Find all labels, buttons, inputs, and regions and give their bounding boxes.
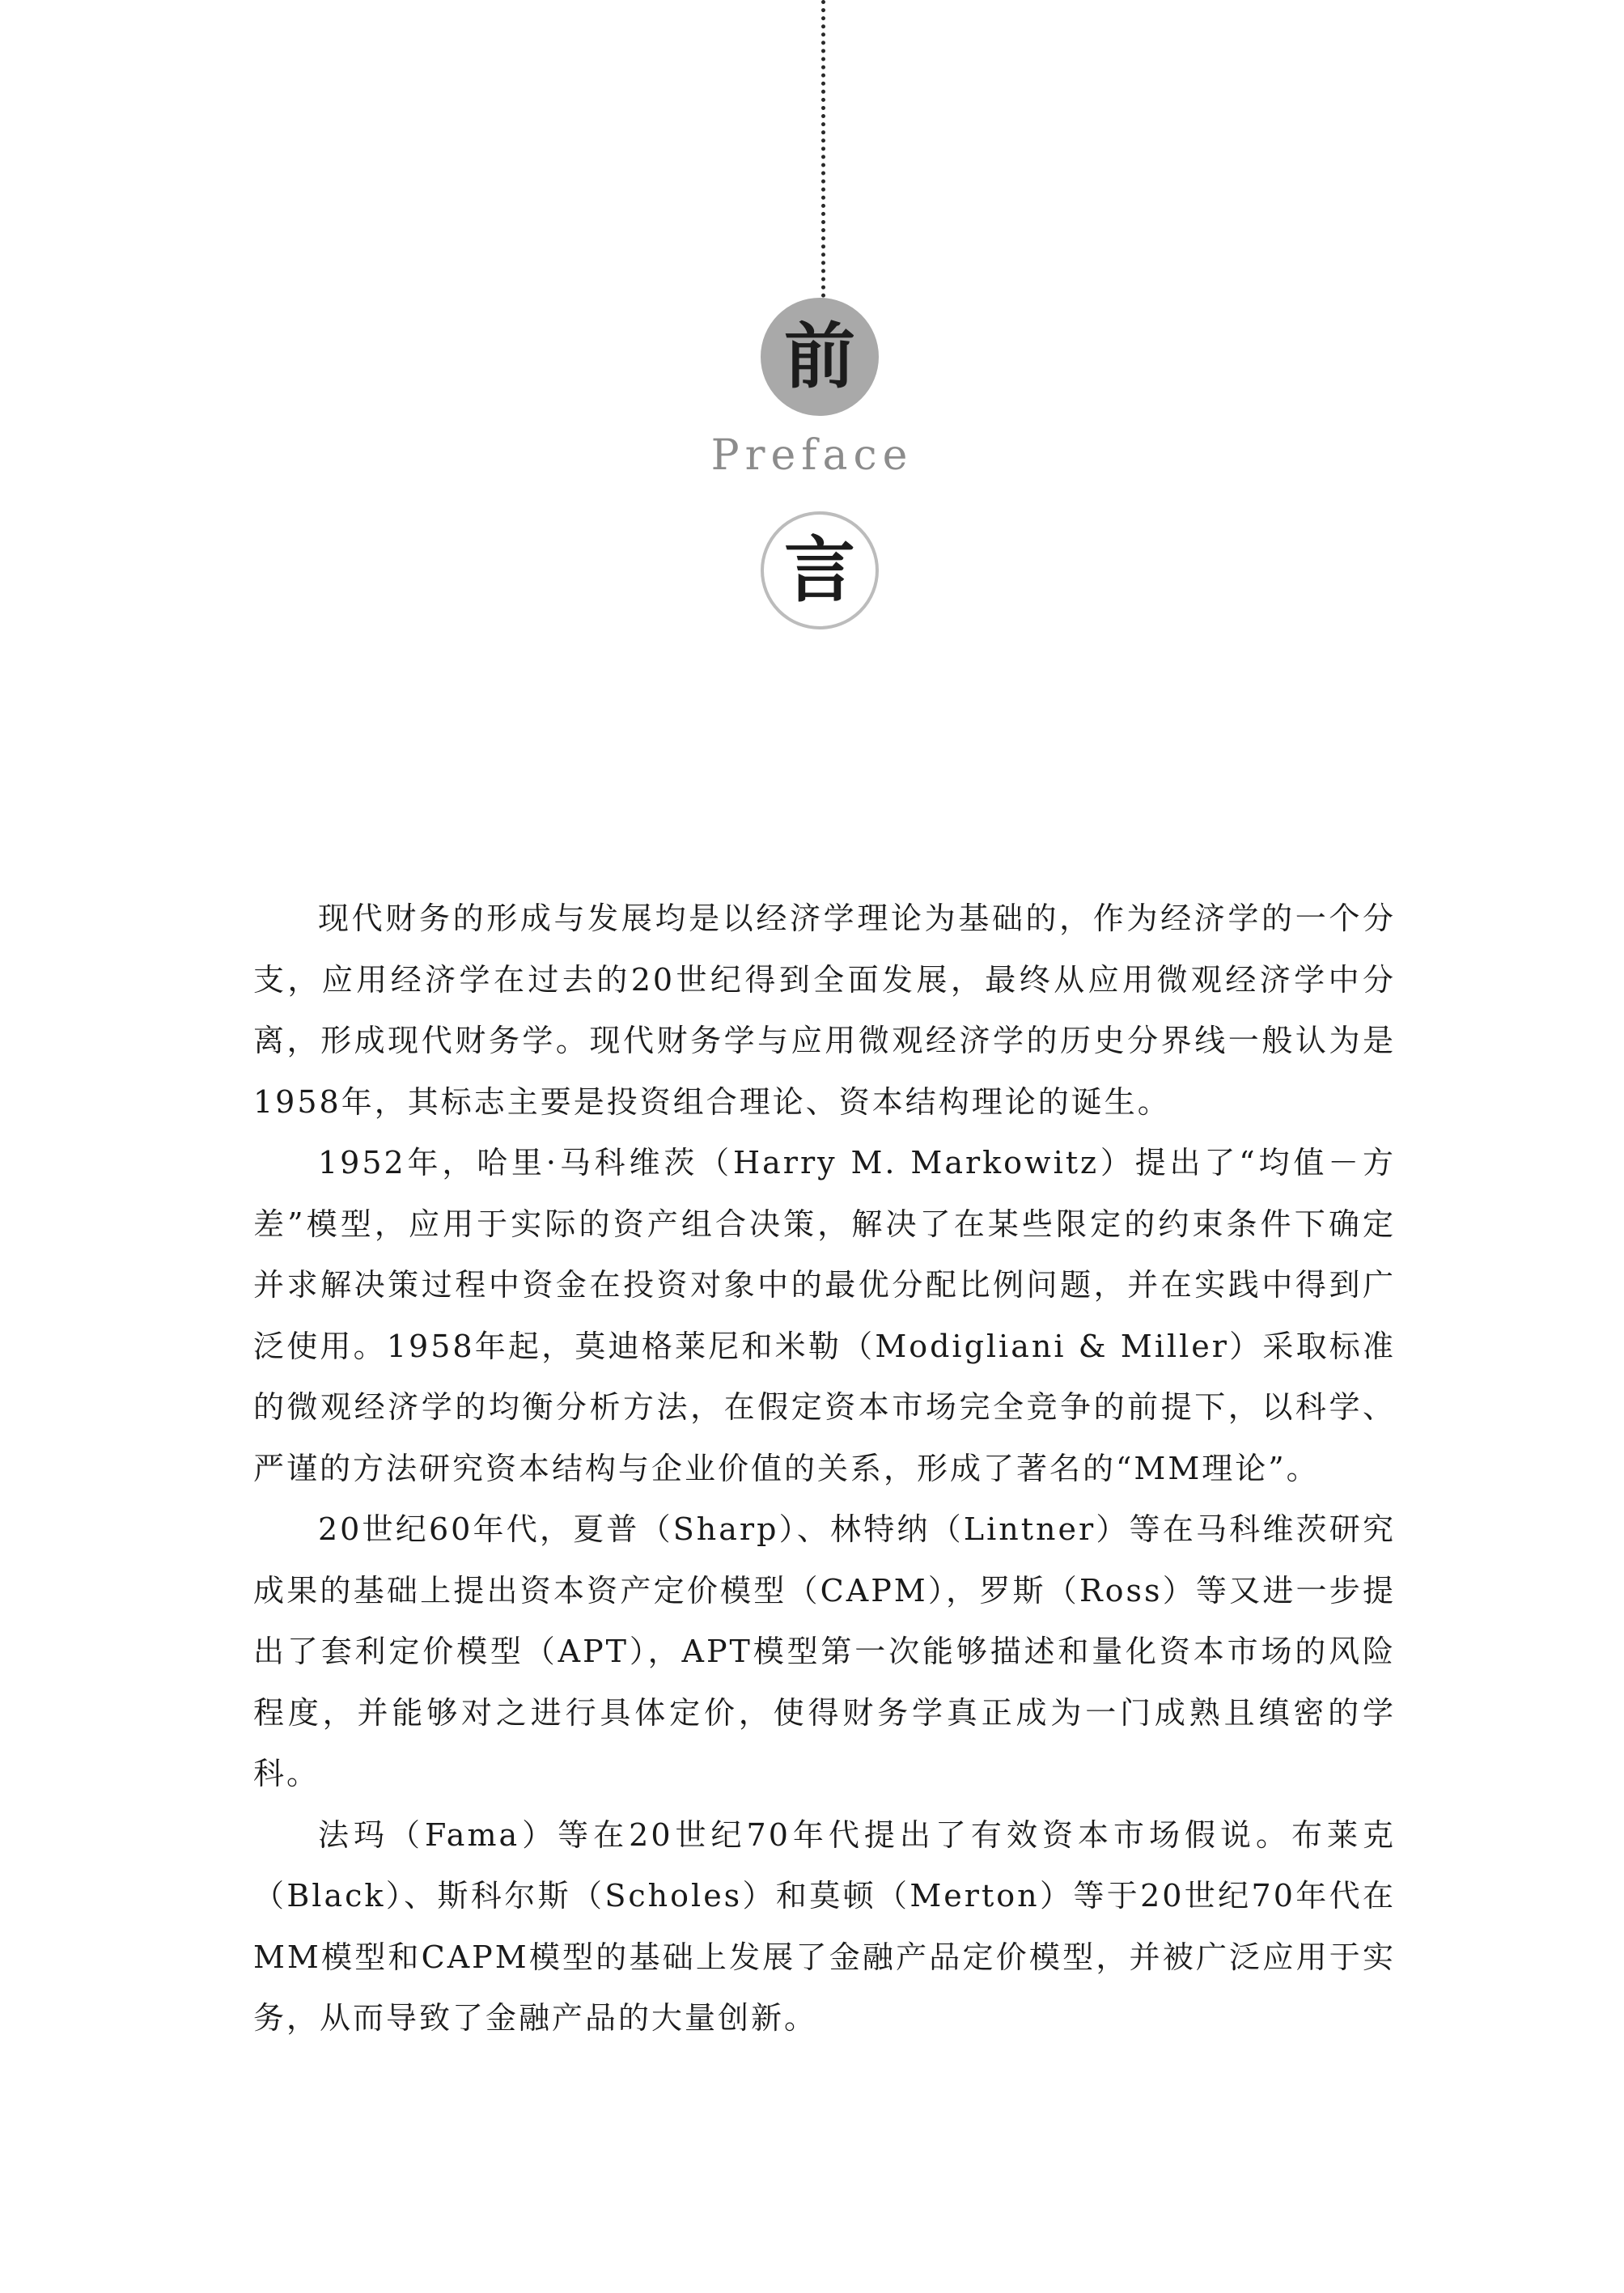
preface-body [253, 888, 1396, 2049]
paragraph-1: 现代财务的形成与发展均是以经济学理论为基础的，作为经济学的一个分支，应用经济学在过去的20世纪得到全面发展，最终从应用微观经济学中分离，形成现代财务学。现代财务学与应用微观经济学的历史分界线一般认为是1958年，其标志主要是投资组合理论、资本结构理论的诞生。 [253, 901, 1396, 1120]
paragraph-2: 1952年，哈里·马科维茨（Harry M. Markowitz）提出了“均值－方差”模型，应用于实际的资产组合决策，解决了在某些限定的约束条件下确定并求解决策过程中资金在投资对象中的最优分配比例问题，并在实践中得到广泛使用。1958年起，莫迪格莱尼和米勒（Modigliani & Miller）采取标准的微观经济学的均衡分析方法，在假定资本市场完全竞争的前提下，以科学、严谨的方法研究资本结构与企业价值的关系，形成了著名的“MM理论”。 [253, 1145, 1396, 1486]
paragraph-3: 20世纪60年代，夏普（Sharp）、林特纳（Lintner）等在马科维茨研究成果的基础上提出资本资产定价模型（CAPM），罗斯（Ross）等又进一步提出了套利定价模型（APT），APT模型第一次能够描述和量化资本市场的风险程度，并能够对之进行具体定价，使得财务学真正成为一门成熟且缜密的学科。 [253, 1511, 1396, 1791]
heading-english: Preface [710, 431, 914, 480]
dotted-divider [821, 0, 825, 298]
heading-char-top: 前 [761, 298, 879, 416]
paragraph-4: 法玛（Fama）等在20世纪70年代提出了有效资本市场假说。布莱克（Black）、斯科尔斯（Scholes）和莫顿（Merton）等于20世纪70年代在MM模型和CAPM模型的基础上发展了金融产品定价模型，并被广泛应用于实务，从而导致了金融产品的大量创新。 [253, 1816, 1396, 2036]
heading-char-bottom: 言 [761, 511, 879, 629]
